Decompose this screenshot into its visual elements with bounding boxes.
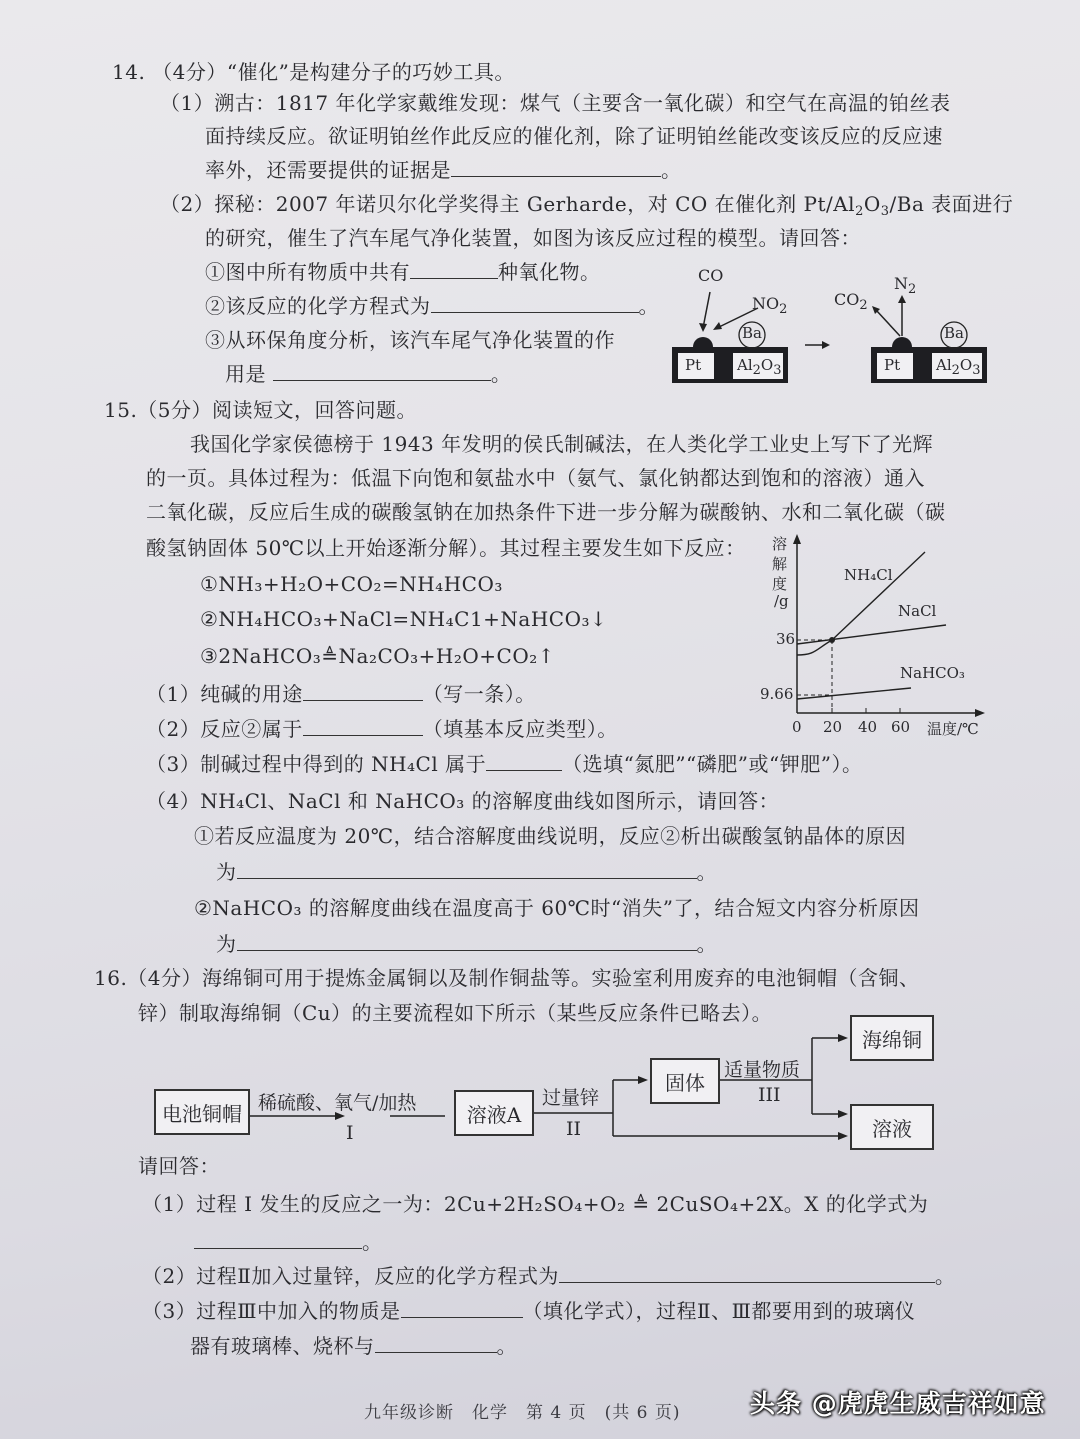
- pt-label-right: Pt: [884, 356, 901, 374]
- q16-prompt: 请回答：: [138, 1154, 220, 1178]
- flow-node-sponge-copper: 海绵铜: [850, 1015, 934, 1061]
- flow-node-solid: 固体: [650, 1058, 720, 1104]
- eq3-products: Na₂CO₃+H₂O+CO₂↑: [338, 644, 556, 668]
- ba-label-right: Ba: [944, 324, 964, 342]
- q16-title-line2: 锌）制取海绵铜（Cu）的主要流程如下所示（某些反应条件已略去）。: [138, 1001, 773, 1025]
- q14-sub3-line1: ③从环保角度分析，该汽车尾气净化装置的作: [205, 328, 615, 352]
- ba-label-left: Ba: [742, 324, 762, 342]
- q14-part2-text-a: （2）探秘：2007 年诺贝尔化学奖得主 Gerharde，对 CO 在催化剂 Pt/Al: [160, 192, 856, 216]
- flow-step2-number: II: [566, 1118, 582, 1140]
- period: 。: [638, 294, 659, 318]
- q15-q4-sub2-text: 为: [216, 932, 237, 956]
- q14-sub2-text: ②该反应的化学方程式为: [205, 294, 431, 318]
- q16-q1-line2: [194, 1228, 383, 1256]
- q15-paragraph-line1: 我国化学家侯德榜于 1943 年发明的侯氏制碱法，在人类化学工业史上写下了光辉: [190, 432, 934, 456]
- q16-answer-blank-4[interactable]: [375, 1332, 497, 1353]
- q14-part2-text-b: O: [863, 192, 881, 216]
- y-tick-36: 36: [776, 630, 796, 648]
- period: 。: [496, 1334, 517, 1358]
- period: 。: [696, 932, 717, 956]
- co2-label: $CO_2$: [834, 290, 868, 313]
- period: 。: [362, 1230, 383, 1254]
- eq3-reactant: ③2NaHCO₃: [200, 644, 322, 668]
- q15-paragraph-line4: 酸氢钠固体 50℃以上开始逐渐分解）。其过程主要发生如下反应：: [146, 536, 746, 560]
- q15-q3-text: （3）制碱过程中得到的 NH₄Cl 属于: [146, 752, 487, 776]
- q15-q4-sub1-line1: ①若反应温度为 20℃，结合溶解度曲线说明，反应②析出碳酸氢钠晶体的原因: [194, 824, 907, 848]
- x-tick-0: 0: [792, 718, 802, 736]
- q14-part1-line2: 面持续反应。欲证明铂丝作此反应的催化剂，除了证明铂丝能改变该反应的反应速: [205, 124, 943, 148]
- flow-node-solution: 溶液: [850, 1104, 934, 1150]
- al2o3-label-right: $Al_2O_3$: [936, 356, 981, 378]
- q16-q2: [142, 1262, 955, 1290]
- q15-title: 15.（5分）阅读短文，回答问题。: [104, 398, 418, 422]
- no2-label: $NO_2$: [752, 294, 788, 317]
- y-tick-9-66: 9.66: [760, 685, 794, 703]
- q14-sub1-text-b: 种氧化物。: [498, 260, 601, 284]
- q16-q3-line2-text: 器有玻璃棒、烧杯与: [190, 1334, 375, 1358]
- q15-q4-sub1-text: 为: [216, 860, 237, 884]
- q14-part2-line2: 的研究，催生了汽车尾气净化装置，如图为该反应过程的模型。请回答：: [205, 226, 861, 250]
- q14-part1-line1: （1）溯古：1817 年化学家戴维发现：煤气（主要含一氧化碳）和空气在高温的铂丝表: [160, 91, 951, 115]
- q15-q4-sub2-line1: ②NaHCO₃ 的溶解度曲线在温度高于 60℃时“消失”了，结合短文内容分析原因: [194, 896, 920, 920]
- period: 。: [696, 860, 717, 884]
- watermark: 头条 @虎虎生威吉祥如意: [750, 1389, 1046, 1418]
- q15-q3-hint: （选填“氮肥”“磷肥”或“钾肥”）。: [562, 752, 863, 776]
- period: 。: [661, 158, 682, 182]
- series-label-nahco3: NaHCO₃: [900, 664, 965, 682]
- x-tick-40: 40: [858, 718, 878, 736]
- y-axis-unit: /g: [774, 592, 789, 610]
- q16-answer-blank-1[interactable]: [194, 1228, 362, 1249]
- q15-q2-hint: （填基本反应类型）。: [422, 717, 618, 741]
- flow-node-solution-a: 溶液A: [454, 1090, 534, 1136]
- x-tick-20: 20: [823, 718, 843, 736]
- heat-equals-sign: ≜: [321, 644, 339, 668]
- q15-q1-hint: （写一条）。: [422, 682, 536, 706]
- x-tick-60: 60: [891, 718, 911, 736]
- q16-answer-blank-3[interactable]: [401, 1297, 523, 1318]
- flow-node-battery-caps: 电池铜帽: [154, 1089, 250, 1135]
- period: 。: [934, 1264, 956, 1288]
- q16-q3-hint: （填化学式），过程Ⅱ、Ⅲ都要用到的玻璃仪: [522, 1299, 916, 1323]
- q16-answer-blank-2[interactable]: [559, 1262, 935, 1283]
- q15-q1-text: （1）纯碱的用途: [146, 682, 303, 706]
- series-label-nacl: NaCl: [898, 602, 937, 620]
- co-label: CO: [698, 266, 724, 285]
- q14-sub1-text: ①图中所有物质中共有: [205, 260, 410, 284]
- q16-q3-text: （3）过程Ⅲ中加入的物质是: [142, 1299, 401, 1323]
- q16-q2-text: （2）过程Ⅱ加入过量锌，反应的化学方程式为: [142, 1264, 559, 1288]
- q14-sub3-text: 用是: [225, 362, 266, 386]
- q15-q4: （4）NH₄Cl、NaCl 和 NaHCO₃ 的溶解度曲线如图所示，请回答：: [146, 789, 780, 813]
- q14-part1-text: 率外，还需要提供的证据是: [205, 158, 451, 182]
- q14-title: 14. （4分）“催化”是构建分子的巧妙工具。: [112, 60, 515, 84]
- period: 。: [490, 362, 512, 386]
- q16-title-line1: 16.（4分）海绵铜可用于提炼金属铜以及制作铜盐等。实验室利用废弃的电池铜帽（含铜、: [94, 966, 920, 990]
- q15-q2-text: （2）反应②属于: [146, 717, 303, 741]
- q16-q1-line1: （1）过程 I 发生的反应之一为：2Cu+2H₂SO₄+O₂ ≜ 2CuSO₄+2X。X 的化学式为: [142, 1192, 929, 1216]
- q15-equation-2: ②NH₄HCO₃+NaCl=NH₄C1+NaHCO₃↓: [200, 607, 608, 631]
- q15-paragraph-line2: 的一页。具体过程为：低温下向饱和氨盐水中（氨气、氯化钠都达到饱和的溶液）通入: [146, 466, 925, 490]
- q14-part2-text-c: /Ba 表面进行: [889, 192, 1014, 216]
- series-label-nh4cl: NH₄Cl: [844, 566, 893, 584]
- q15-paragraph-line3: 二氧化碳，反应后生成的碳酸氢钠在加热条件下进一步分解为碳酸钠、水和二氧化碳（碳: [146, 500, 946, 524]
- pt-label-left: Pt: [685, 356, 702, 374]
- flow-step1-number: I: [346, 1122, 354, 1144]
- al2o3-label-left: $Al_2O_3$: [737, 356, 782, 378]
- q15-equation-1: ①NH₃+H₂O+CO₂=NH₄HCO₃: [200, 572, 503, 596]
- x-axis-label: 温度/℃: [927, 720, 979, 738]
- flow-step2-reagent: 过量锌: [542, 1087, 600, 1109]
- n2-label: $N_2$: [894, 274, 917, 297]
- page-footer: 九年级诊断 化学 第 4 页 (共 6 页): [364, 1403, 681, 1423]
- flow-step3-reagent: 适量物质: [724, 1059, 801, 1081]
- y-axis-label: 溶解度: [772, 535, 788, 593]
- q14-part2-line1: （2）探秘：2007 年诺贝尔化学奖得主 Gerharde，对 CO 在催化剂 $Pt/Al_2O_3/Ba$ 表面进行: [160, 192, 1014, 219]
- q16-q3-line2: [190, 1332, 517, 1360]
- flow-step1-reagent: 稀硫酸、氧气/加热: [258, 1092, 417, 1114]
- q16-q3-line1: [142, 1297, 915, 1325]
- flow-step3-number: III: [758, 1084, 781, 1106]
